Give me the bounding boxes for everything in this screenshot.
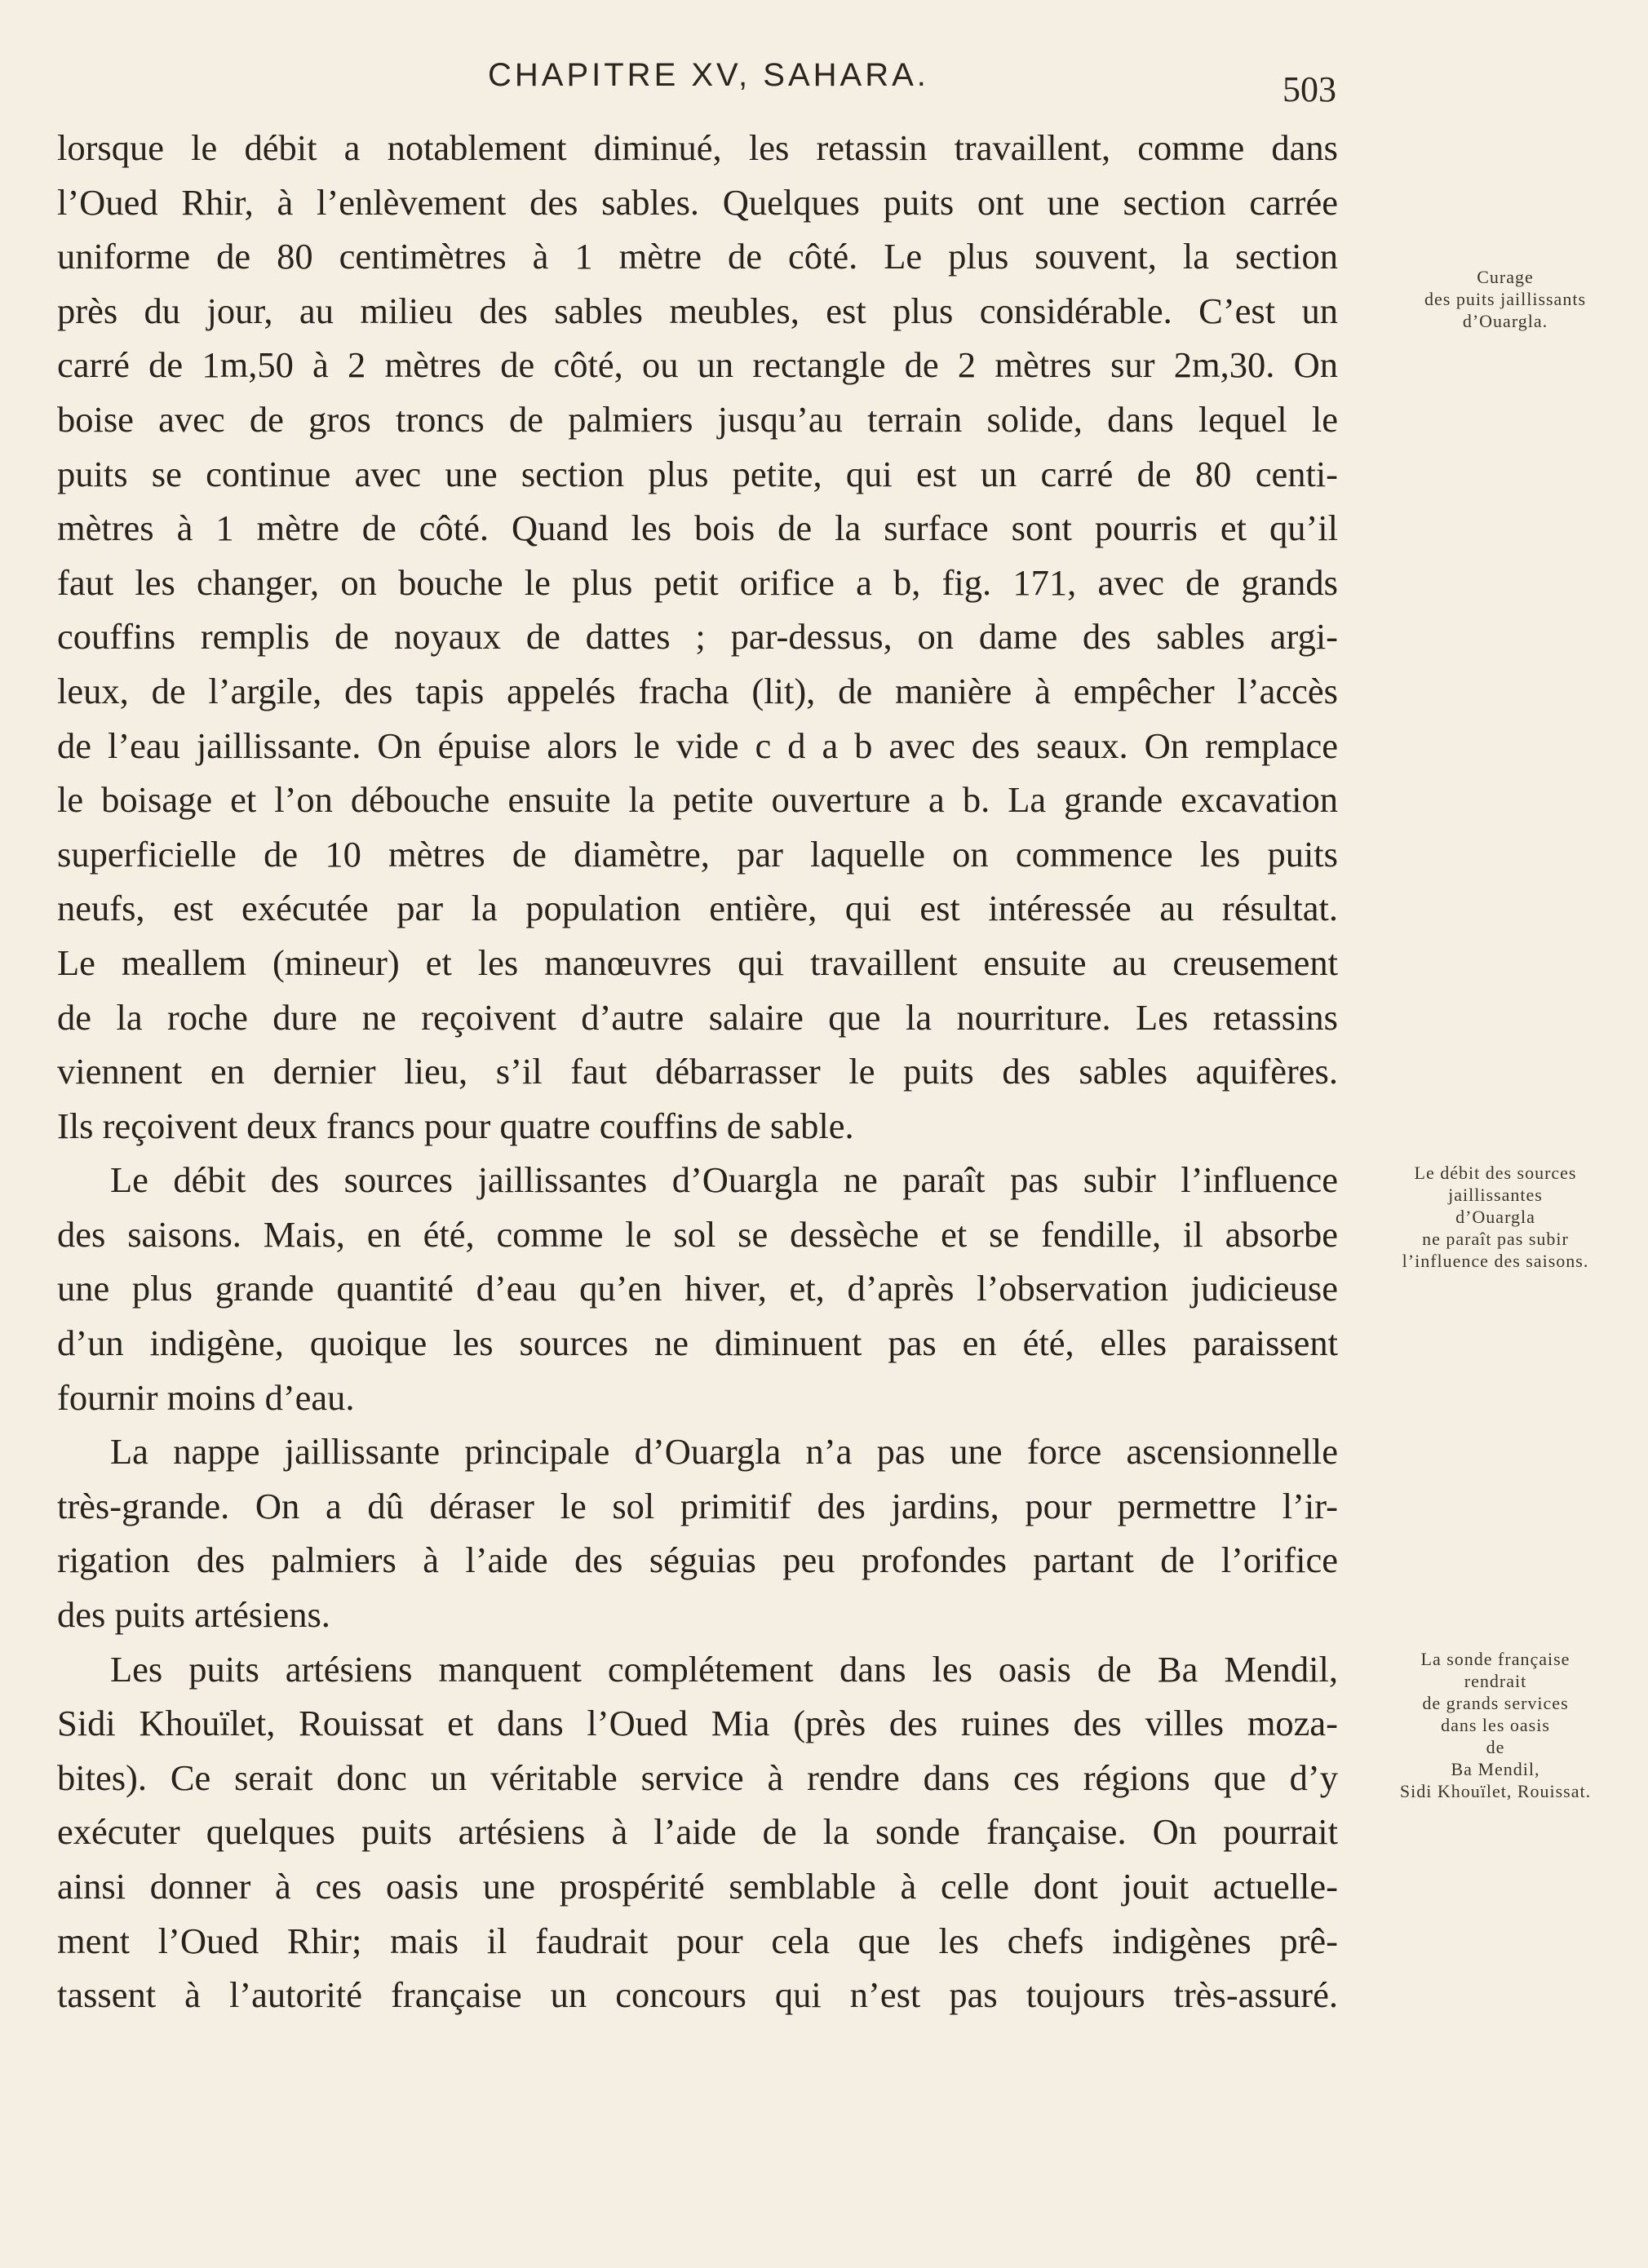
margin-note-line: de grands services	[1422, 1693, 1569, 1713]
text-line: faut les changer, on bouche le plus petit orifice a b, fig. 171, avec de grands	[57, 561, 1338, 603]
text-line: La nappe jaillissante principale d’Ouargla n’a pas une force ascensionnelle	[110, 1431, 1338, 1473]
paragraph-1	[57, 121, 1338, 1153]
text-line: boise avec de gros troncs de palmiers jusqu’au terrain solide, dans lequel le	[57, 398, 1338, 440]
margin-note-line: Le débit des sources	[1414, 1163, 1577, 1183]
text-line: exécuter quelques puits artésiens à l’aide de la sonde française. On pourrait	[57, 1811, 1338, 1853]
text-line: une plus grande quantité d’eau qu’en hiver, et, d’après l’observation judicieuse	[57, 1268, 1338, 1309]
text-line: Les puits artésiens manquent complétement dans les oasis de Ba Mendil,	[110, 1648, 1338, 1690]
margin-note-curage	[1387, 266, 1624, 332]
text-line: ment l’Oued Rhir; mais il faudrait pour cela que les chefs indigènes prê-	[57, 1920, 1338, 1961]
page-number: 503	[1283, 69, 1336, 109]
margin-note-line: d’Ouargla	[1455, 1207, 1535, 1227]
text-line: viennent en dernier lieu, s’il faut débarrasser le puits des sables aquifères.	[57, 1051, 1338, 1092]
text-line: leux, de l’argile, des tapis appelés fracha (lit), de manière à empêcher l’accès	[57, 670, 1338, 711]
running-title: CHAPITRE XV, SAHARA.	[488, 57, 929, 93]
text-line: Le meallem (mineur) et les manœuvres qui travaillent ensuite au creusement	[57, 941, 1338, 983]
margin-note-line: dans les oasis	[1441, 1715, 1550, 1735]
paragraph-4	[57, 1642, 1338, 2022]
margin-note-line: des puits jaillissants	[1424, 289, 1586, 309]
text-line: mètres à 1 mètre de côté. Quand les bois de la surface sont pourris et qu’il	[57, 507, 1338, 549]
margin-note-line: Ba Mendil,	[1451, 1759, 1540, 1779]
text-line: des puits artésiens.	[57, 1594, 330, 1636]
margin-note-line: Sidi Khouïlet, Rouissat.	[1399, 1781, 1592, 1801]
text-line: carré de 1m,50 à 2 mètres de côté, ou un rectangle de 2 mètres sur 2m,30. On	[57, 344, 1338, 386]
text-line: le boisage et l’on débouche ensuite la petite ouverture a b. La grande excavation	[57, 779, 1338, 821]
text-line: Ils reçoivent deux francs pour quatre couffins de sable.	[57, 1105, 854, 1146]
margin-note-line: jaillissantes	[1448, 1185, 1543, 1205]
paragraph-3	[57, 1424, 1338, 1641]
text-line: neufs, est exécutée par la population entière, qui est intéressée au résultat.	[57, 888, 1338, 929]
margin-note-line: de	[1486, 1737, 1505, 1757]
text-line: lorsque le débit a notablement diminué, les retassin travaillent, comme dans	[57, 127, 1338, 168]
text-line: puits se continue avec une section plus petite, qui est un carré de 80 centi-	[57, 453, 1338, 494]
margin-note-debit	[1377, 1162, 1614, 1272]
text-line: fournir moins d’eau.	[57, 1376, 355, 1418]
margin-note-line: l’influence des saisons.	[1402, 1251, 1589, 1271]
margin-note-line: La sonde française	[1420, 1649, 1570, 1669]
text-line: superficielle de 10 mètres de diamètre, par laquelle on commence les puits	[57, 833, 1338, 875]
text-line: de l’eau jaillissante. On épuise alors le vide c d a b avec des seaux. On remplace	[57, 724, 1338, 766]
margin-note-sonde	[1377, 1648, 1614, 1802]
text-line: des saisons. Mais, en été, comme le sol se dessèche et se fendille, il absorbe	[57, 1213, 1338, 1255]
margin-note-line: rendrait	[1464, 1671, 1527, 1691]
text-line: l’Oued Rhir, à l’enlèvement des sables. Quelques puits ont une section carrée	[57, 181, 1338, 223]
text-line: tassent à l’autorité française un concours qui n’est pas toujours très-assuré.	[57, 1974, 1338, 2016]
text-line: Sidi Khouïlet, Rouissat et dans l’Oued Mia (près des ruines des villes moza-	[57, 1703, 1338, 1744]
paragraph-2	[57, 1153, 1338, 1424]
main-text	[57, 121, 1338, 2022]
margin-note-line: ne paraît pas subir	[1422, 1229, 1569, 1249]
text-line: uniforme de 80 centimètres à 1 mètre de côté. Le plus souvent, la section	[57, 236, 1338, 277]
text-line: bites). Ce serait donc un véritable service à rendre dans ces régions que d’y	[57, 1756, 1338, 1798]
margin-note-line: d’Ouargla.	[1462, 311, 1548, 331]
text-line: de la roche dure ne reçoivent d’autre salaire que la nourriture. Les retassins	[57, 996, 1338, 1038]
text-line: Le débit des sources jaillissantes d’Ouargla ne paraît pas subir l’influence	[110, 1159, 1338, 1201]
text-line: couffins remplis de noyaux de dattes ; par-dessus, on dame des sables argi-	[57, 616, 1338, 658]
text-line: près du jour, au milieu des sables meubles, est plus considérable. C’est un	[57, 290, 1338, 331]
text-line: rigation des palmiers à l’aide des séguias peu profondes partant de l’orifice	[57, 1539, 1338, 1581]
margin-note-line: Curage	[1477, 267, 1534, 287]
text-line: ainsi donner à ces oasis une prospérité semblable à celle dont jouit actuelle-	[57, 1866, 1338, 1907]
text-line: très-grande. On a dû déraser le sol primitif des jardins, pour permettre l’ir-	[57, 1485, 1338, 1526]
text-line: d’un indigène, quoique les sources ne diminuent pas en été, elles paraissent	[57, 1322, 1338, 1364]
